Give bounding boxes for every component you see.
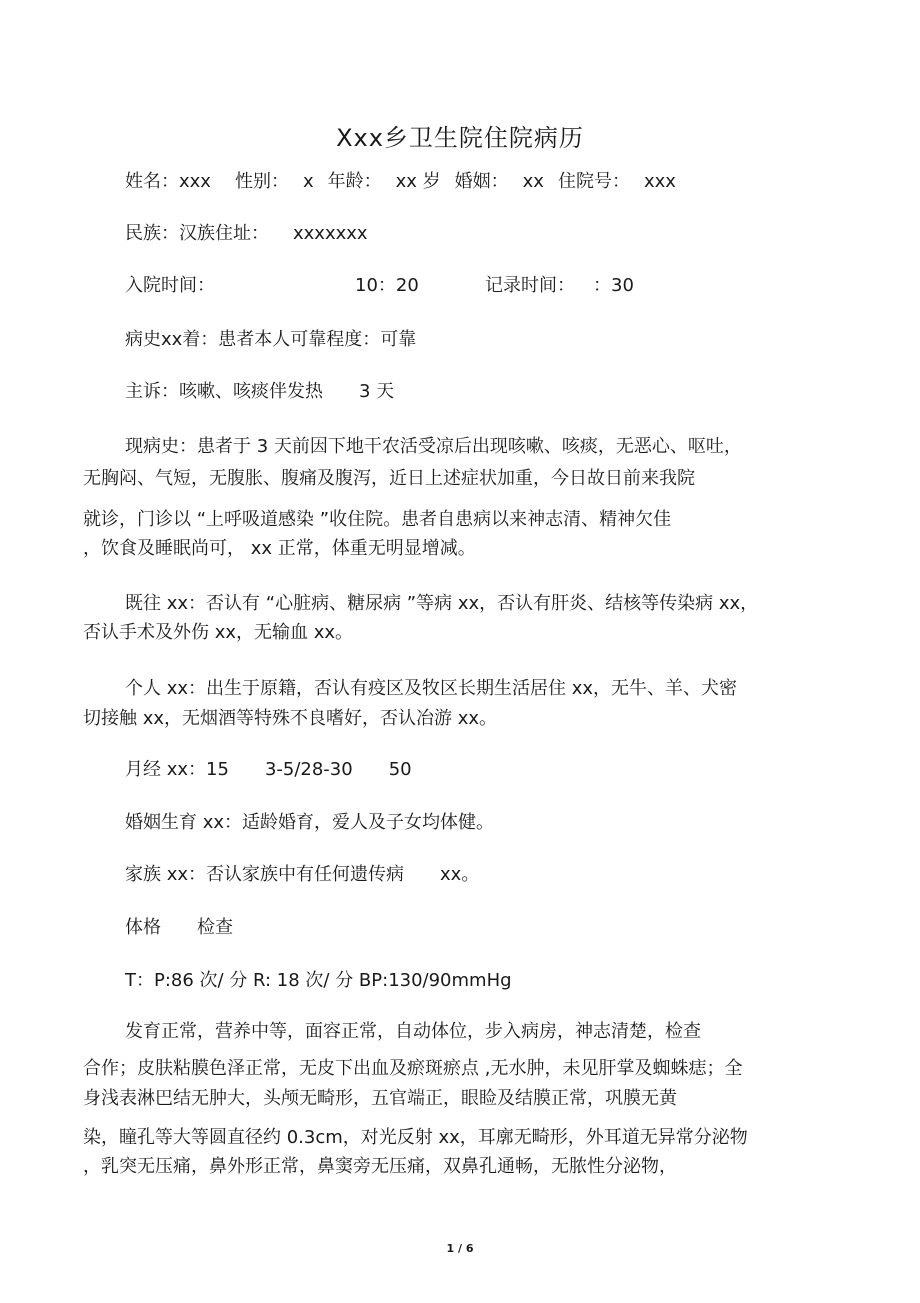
exam-text-line: 合作；皮肤粘膜色泽正常，无皮下出血及瘀斑瘀点 ,无水肿，未见肝掌及蜘蛛痣；全 [83,1058,743,1079]
record-time: ：30 [593,275,634,296]
patient-info-line [125,170,676,194]
family-history-line [125,863,479,887]
present-illness-line: ，饮食及睡眠尚可， xx 正常，体重无明显增减。 [83,538,476,559]
exam-text-line: 发育正常，营养中等，面容正常，自动体位，步入病房，神志清楚，检查 [125,1021,701,1042]
present-illness-line: 就诊，门诊以 “上呼吸道感染 ”收住院。患者自患病以来神志清、精神欠佳 [83,509,672,530]
history-source-line: 病史xx着：患者本人可靠程度：可靠 [125,329,417,350]
menstrual-line [125,758,412,782]
exam-text-line: ，乳突无压痛，鼻外形正常，鼻窦旁无压痛，双鼻孔通畅，无脓性分泌物， [83,1156,677,1177]
ethnicity-label: 民族： [125,223,179,244]
menopause-age: 50 [388,759,412,780]
admit-label: 入院时间： [125,275,215,296]
exam-heading [125,916,233,940]
chief-complaint-line [125,380,394,404]
family-history-tail: xx。 [440,864,480,885]
exam-text-line: 染，瞳孔等大等圆直径约 0.3cm，对光反射 xx，耳廓无畸形，外耳道无异常分泌物 [83,1127,748,1148]
ethnicity-value: 汉族住址： [179,223,269,244]
exam-text-line: 身浅表淋巴结无肿大，头颅无畸形，五官端正，眼睑及结膜正常，巩膜无黄 [83,1088,677,1109]
record-label: 记录时间： [485,275,575,296]
chief-complaint-duration: 3 天 [359,381,395,402]
past-history-line: 否认手术及外伤 xx，无输血 xx。 [83,622,354,643]
exam-heading-part2: 检查 [197,917,233,938]
admit-time: 10：20 [355,275,419,296]
marriage-label: 婚姻： [454,171,509,192]
sex-label: 性别： [234,171,289,192]
chief-complaint-text: 主诉：咳嗽、咳痰伴发热 [125,381,323,402]
present-illness-line: 现病史：患者于 3 天前因下地干农活受凉后出现咳嗽、咳痰，无恶心、呕吐， [125,436,742,457]
exam-heading-part1: 体格 [125,917,161,938]
page-number: 1 / 6 [446,1242,474,1255]
admission-no-value: xxx [643,171,676,192]
past-history-line: 既往 xx：否认有 “心脏病、糖尿病 ”等病 xx，否认有肝炎、结核等传染病 xx， [125,593,759,614]
age-label: 年龄： [327,171,382,192]
address-value: xxxxxxx [293,223,368,244]
menstrual-label: 月经 xx：15 [125,759,229,780]
marital-reproductive-line: 婚姻生育 xx：适龄婚育，爱人及子女均体健。 [125,812,495,833]
marriage-value: xx [522,171,544,192]
name-value: xxx [179,171,211,192]
name-label: 姓名： [125,171,179,192]
menstrual-cycle: 3-5/28-30 [264,759,353,780]
vital-signs-line: T：P:86 次/ 分 R: 18 次/ 分 BP:130/90mmHg [125,970,512,991]
personal-history-line: 个人 xx：出生于原籍，否认有疫区及牧区长期生活居住 xx，无牛、羊、犬密 [125,678,738,699]
ethnicity-line [125,222,368,246]
present-illness-line: 无胸闷、气短，无腹胀、腹痛及腹泻，近日上述症状加重，今日故日前来我院 [83,468,695,489]
time-line [125,274,645,298]
personal-history-line: 切接触 xx，无烟酒等特殊不良嗜好，否认冶游 xx。 [83,708,498,729]
sex-value: x [302,171,314,192]
document-title: Xxx乡卫生院住院病历 [336,124,584,152]
age-value: xx 岁 [395,171,441,192]
admission-no-label: 住院号： [557,171,630,192]
family-history-text: 家族 xx：否认家族中有任何遗传病 [125,864,405,885]
